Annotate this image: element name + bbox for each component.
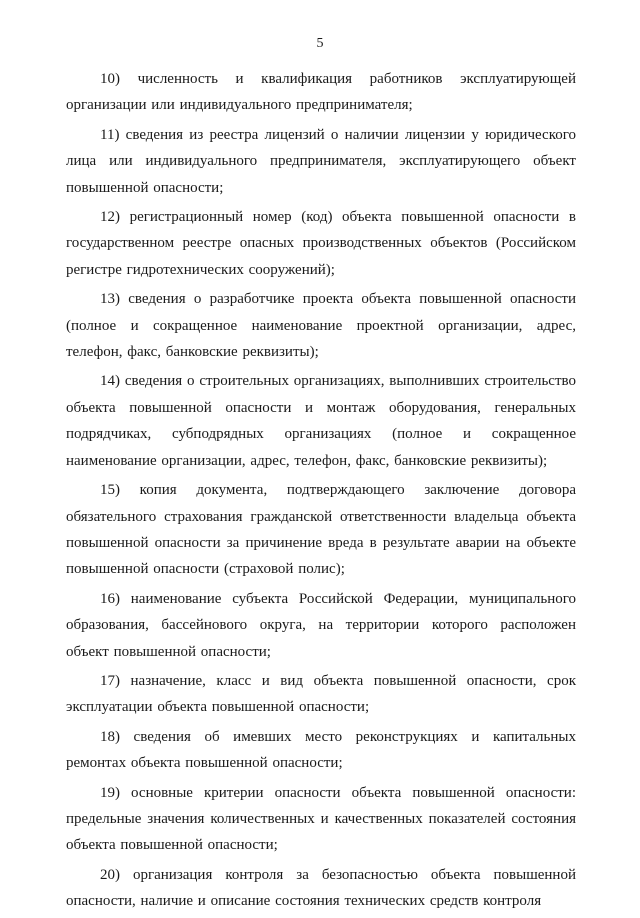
list-item-15: 15) копия документа, подтверждающего заключение договора обязательного страхования гражданской ответственности владельца объекта повышенной опасности за причинение вреда в результате аварии на объекте повышенной опасности (страховой полис); <box>66 482 576 578</box>
page-number: 5 <box>316 36 324 51</box>
list-item-10: 10) численность и квалификация работников эксплуатирующей организации или индивидуального предпринимателя; <box>66 71 576 114</box>
list-item-20: 20) организация контроля за безопасностью объекта повышенной опасности, наличие и описание состояния технических средств контроля <box>66 866 576 910</box>
list-item-17: 17) назначение, класс и вид объекта повышенной опасности, срок эксплуатации объекта повышенной опасности; <box>66 672 576 716</box>
list-item-19: 19) основные критерии опасности объекта повышенной опасности: предельные значения количественных и качественных показателей состояния объекта повышенной опасности; <box>66 784 576 854</box>
list-item-14: 14) сведения о строительных организациях, выполнивших строительство объекта повышенной опасности и монтаж оборудования, генеральных подрядчиках, субподрядных организациях (полное и сокращенное наименование организации, адрес, телефон, факс, банковские реквизиты); <box>66 373 576 469</box>
list-item-16: 16) наименование субъекта Российской Федерации, муниципального образования, бассейнового округа, на территории которого расположен объект повышенной опасности; <box>66 590 576 660</box>
list-item-11: 11) сведения из реестра лицензий о наличии лицензии у юридического лица или индивидуального предпринимателя, эксплуатирующего объект повышенной опасности; <box>66 126 576 196</box>
list-item-13: 13) сведения о разработчике проекта объекта повышенной опасности (полное и сокращенное наименование проектной организации, адрес, телефон, факс, банковские реквизиты); <box>66 291 576 361</box>
list-item-18: 18) сведения об имевших место реконструкциях и капитальных ремонтах объекта повышенной опасности; <box>66 728 576 772</box>
list-item-12: 12) регистрационный номер (код) объекта повышенной опасности в государственном реестре опасных производственных объектов (Российском регистре гидротехнических сооружений); <box>66 209 576 278</box>
document-body <box>66 66 576 918</box>
